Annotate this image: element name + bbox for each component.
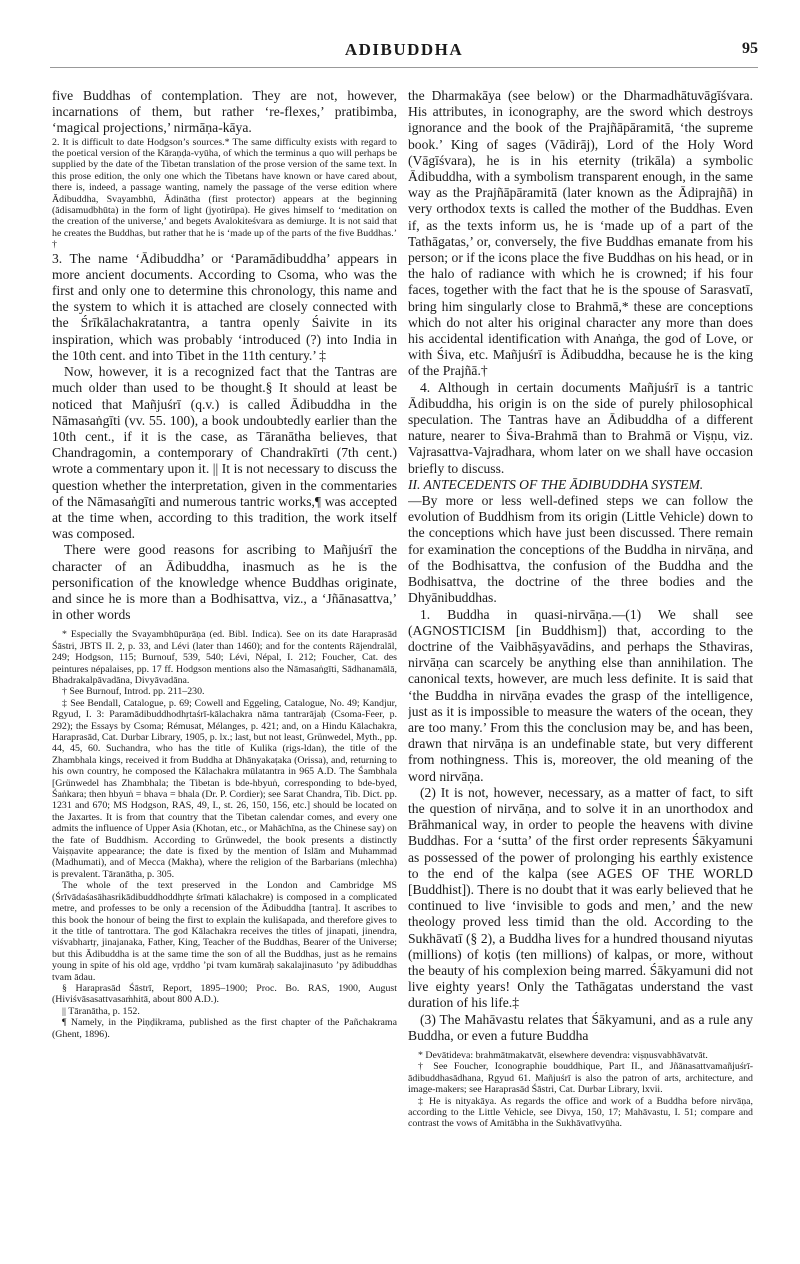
left-footnote: ¶ Namely, in the Piṇḍikrama, published as the first chapter of the Pañchakrama (Ghent, 1896). bbox=[52, 1017, 397, 1040]
left-footnote: * Especially the Svayambhūpurāṇa (ed. Bibl. Indica). See on its date Haraprasād Śāstri, JBTS II. 2, p. 33, and Lévi (later than 1460); and for the contents Rājendralāl, 249; Hodgson, 115; Burnouf, 539, 540; Lévi, Népal, I. 212; Foucher, Cat. des peintures népalaises, pp. 17 ff. Hodgson mentions also the Nāmasaṅgīti, Sādhanamālā, Bhadrakalpāvadāna, Divyāvadāna. bbox=[52, 629, 397, 686]
left-paragraph: 2. It is difficult to date Hodgson’s sources.* The same difficulty exists with regard to the poetical version of the Kāraṇḍa-vyūha, of which the terminus a quo will perhaps be supplied by the date of the Tibetan translation of the prose version of the same text. In this prose edition, the only one which the Tibetans have known or have cared about, there is, indeed, a passage wanting, namely the passage of the verse edition where Ādibuddha, Svayambhū, Ādinātha (first protector) appears at the beginning (ādisamudbhūta) in the form of light (jyotirūpa). He gives himself to ‘meditation on the creation of the universe,’ and begets Avalokiteśvara as demiurge. It is not said that he creates the Buddhas, but rather that he is ‘made up of the parts of the five Buddhas.’ † bbox=[52, 136, 397, 251]
left-footnote: § Haraprasād Śāstrī, Report, 1895–1900; Proc. Bo. RAS, 1900, August (Hiviśvāsasattvasaṁhitā, about 800 A.D.). bbox=[52, 982, 397, 1006]
left-footnote: ‡ See Bendall, Catalogue, p. 69; Cowell and Eggeling, Catalogue, No. 49; Kandjur, Rgyud, I. 3: Paramādibuddhodhṛtaśrī-kālachakra nāma tantrarājaḥ (Csoma-Feer, p. 292); the Essays by Csoma; Rémusat, Mélanges, p. 421; and, on a Hindu Kālachakra, Haraprasād, Cat. Durbar Library, 1905, p. lx.; last, but not least, Grünwedel, Myth., pp. 44, 45, 60. Suchandra, who has the title of Kulika (rigs-ldan), the title of the Zhambhala kings, received it from Buddha at Dhānyakaṭaka (Orissa), and, returning to his own country, he composed the Kālachakra mūlatantra in 965 A.D. The Śambhala [Grünwedel has Zhambhala; the Tibetan is bde-hbyuṅ, corresponding to bde-byed, Śaṅkara; then hbyuṅ = bhava = bhala (Dr. P. Cordier); see Sarat Chandra, Tib. Dict. pp. 1231 and 670; MS Hodgson, RAS, 49, I., st. 26, 150, 156, etc.] should be located on the Jaxartes. It is from that country that the Tibetan calendar comes, and every one admits the influence of Upper Asia (Khotan, etc., or Mahāchīna, as the Chinese say) on the fate of Buddhism. According to Grünwedel, the book presents a distinctly Vaiṣṇavite appearance; the date is fixed by the mention of Islām and Muhammad (Madhumati), and of Mecca (Makha), where the religion of the Barbarians (mlechha) is prevalent. Tāranātha, p. 305. bbox=[52, 697, 397, 880]
right-heading: II. ANTECEDENTS OF THE ĀDIBUDDHA SYSTEM. bbox=[408, 476, 704, 492]
right-paragraph: (2) It is not, however, necessary, as a matter of fact, to sift the question of nirvāṇa, and to solve it in an unorthodox and Brāhmanical way, in order to people the heavens with divine Buddhas. For a ‘sutta’ of the first order represents Śākyamuni as possessed of the power of prolonging his earthly existence to the end of the kalpa (see AGES OF THE WORLD [Buddhist]). There is no doubt that it was early believed that he continued to live ‘invisible to gods and men,’ and the new theology proved less timid than the old. According to the Sukhāvatī (§ 2), a Buddha lives for a hundred thousand niyutas (millions) of koṭis (ten millions) of kalpas, or more, without the beauty of his complexion being marred. Śākyamuni did not live eighty years! Only the Tathāgatas understand the vast duration of his life.‡ bbox=[408, 784, 753, 1011]
right-footnote: * Devātideva: brahmātmakatvāt, elsewhere devendra: viṣṇusvabhāvatvāt. bbox=[418, 1049, 708, 1061]
left-paragraph: There were good reasons for ascribing to Mañjuśrī the character of an Ādibuddha, inasmuch as he is the personification of the knowledge whence Buddhas originate, and since he is more than a Bodhisattva, viz., a ‘Jñānasattva,’ in other words bbox=[52, 542, 397, 623]
left-footnote: || Tāranātha, p. 152. bbox=[62, 1005, 140, 1017]
right-paragraph: (3) The Mahāvastu relates that Śākyamuni, and as a rule any Buddha, or even a future Buddha bbox=[408, 1011, 753, 1043]
left-paragraph: five Buddhas of contemplation. They are not, however, incarnations of them, but rather ‘re-flexes,’ pratibimba, ‘magical projections,’ nirmāṇa-kāya. bbox=[52, 88, 397, 136]
right-footnote: † See Foucher, Iconographie bouddhique, Part II., and Jñānasattvamañjuśrī-ādibuddhasādhana, Rgyud 61. Mañjuśrī is also the patron of arts, architecture, and image-makers; see Haraprasād Śāstri, Cat. Durbar Library, lxvii. bbox=[408, 1061, 753, 1096]
left-paragraph: Now, however, it is a recognized fact that the Tantras are much older than used to be thought.§ It should at least be noticed that Mañjuśrī (q.v.) is called Ādibuddha in the Nāmasaṅgīti (vv. 55. 100), a book undoubtedly earlier than the 10th cent., if it is the case, as Tāranātha believes, that Chandragomin, a contemporary of Chandrakīrti (7th cent.) wrote a commentary upon it. || It is not necessary to discuss the question whether the interpretation, given in the commentaries of the Nāmasaṅgīti and numerous tantric works,¶ was accepted at the time when, according to this tradition, the work itself was composed. bbox=[52, 364, 397, 542]
header-rule bbox=[50, 67, 758, 68]
page-header bbox=[50, 40, 758, 64]
right-paragraph: —By more or less well-defined steps we can follow the evolution of Buddhism from its origin (Little Vehicle) down to the conceptions which have just been discussed. There remain for examination the conceptions of the Buddha in nirvāṇa, and of the Bodhisattva, the confusion of the Buddha and the Bodhisattva, the doctrine of the three bodies and the Dhyānibuddhas. bbox=[408, 493, 753, 606]
page-number: 95 bbox=[742, 40, 758, 57]
left-paragraph: 3. The name ‘Ādibuddha’ or ‘Paramādibuddha’ appears in more ancient documents. According to Csoma, who was the first and only one to determine this chronology, this name and the system to which it is attached are closely connected with the Śrīkālachakratantra, a tantra openly Śaivite in its inspiration, which was probably ‘introduced (?) into India in the 10th cent. and into Tibet in the 11th century.’ ‡ bbox=[52, 250, 397, 363]
running-title: ADIBUDDHA bbox=[344, 40, 464, 59]
right-paragraph: 4. Although in certain documents Mañjuśrī is a tantric Ādibuddha, his origin is on the side of purely philosophical speculation. The Tantras have an Ādibuddha of a different nature, nearer to Śiva-Brahmā than to Brahmā or Viṣṇu, viz. Vajrasattva-Vajradhara, whom later on we shall have occasion briefly to discuss. bbox=[408, 379, 753, 476]
right-paragraph: the Dharmakāya (see below) or the Dharmadhātuvāgīśvara. His attributes, in iconography, are the sword which destroys ignorance and the book of the Prajñāpāramitā, ‘the supreme book.’ King of sages (Vādirāj), Lord of the Holy Word (Vāgīśvara), he is in his eternity (trikāla) a symbolic Ādibuddha, with a symbolism transparent enough, in the same way as the Prajñāpāramitā (later known as the Ādiprajñā) in very orthodox texts is called the mother of the Buddhas. Even if, as the texts inform us, he is ‘made up of a part of the Tathāgatas,’ or, conversely, the five Buddhas emanate from his person; or if the icons place the five Buddhas on his head, or in the halo of radiance with which he is crowned; if his four faces, together with the fact that he is the spouse of Sarasvatī, bring him singularly close to Brahmā,* these are conceptions which do not alter his original character any more than does his accidental identification with Anaṅga, the god of Love, or with Śiva, etc. Mañjuśrī is Ādibuddha, because he is the king of the Prajñā.† bbox=[408, 88, 753, 379]
right-column bbox=[408, 88, 753, 1248]
left-footnote: The whole of the text preserved in the London and Cambridge MS (Śrīvādaśasāhasrikādibuddhoddhṛte śrīmati kālachakre) is composed in a complicated metre, and professes to be only a recension of the Ādibuddha [tantra]. It ascribes to this book the honour of being the first to explain the kuliśapada, and therefore gives to it the title of tantrottara. The god Kālachakra receives the titles of jinapati, jinendra, viśvabhartṛ, jinajanaka, Father, King, Teacher of the Buddhas, Bearer of the Universe; but this Ādibuddha is at the same time the son of all the Buddhas, just as he remains young in spite of his old age, vṛddho ’pi tvam kumāraḥ sakalajinasuto ’py ādibuddhas tvam ādau. bbox=[52, 880, 397, 983]
left-footnote: † See Burnouf, Introd. pp. 211–230. bbox=[62, 686, 205, 698]
right-paragraph: 1. Buddha in quasi-nirvāṇa.—(1) We shall see (AGNOSTICISM [in Buddhism]) that, according to the doctrine of the Vaibhāṣyavādins, and perhaps the Sthaviras, nirvāṇa can scarcely be anything else than annihilation. The canonical texts, however, are much less definite. It is said that ‘the Buddha in nirvāṇa evades the grasp of the intelligence, just as it is impossible to measure the waters of the ocean, they are too many.’ From this the conclusion may be, and has been, drawn that nirvāṇa is an undefinable state, but very different from nothingness. This is, moreover, the old meaning of the word nirvāṇa. bbox=[408, 606, 753, 784]
left-column bbox=[52, 88, 397, 1248]
right-footnote: ‡ He is nityakāya. As regards the office and work of a Buddha before nirvāṇa, according to the Little Vehicle, see Divya, 150, 17; Mahāvastu, I. 51; compare and contrast the vows of Amitābha in the Sukhāvatīvyūha. bbox=[408, 1095, 753, 1130]
